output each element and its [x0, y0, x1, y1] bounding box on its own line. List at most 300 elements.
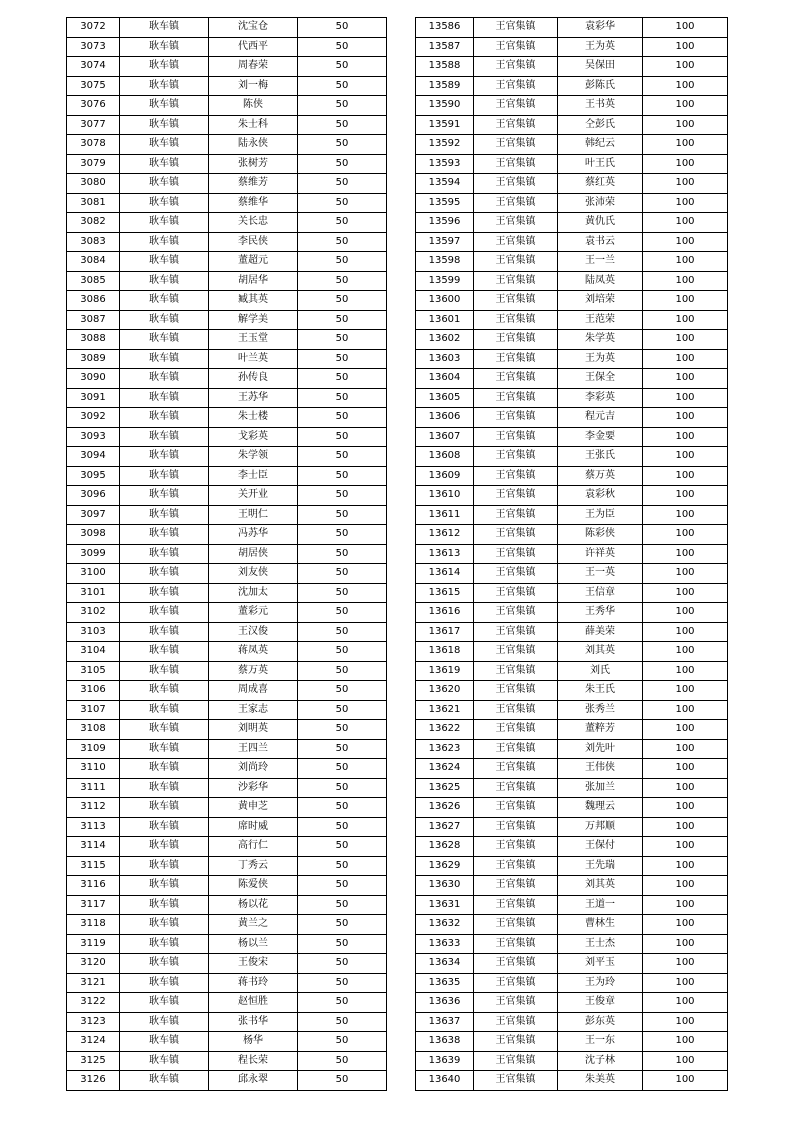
name-cell: 王一兰: [558, 252, 643, 272]
amount-cell: 100: [643, 525, 728, 545]
serial-cell: 13609: [416, 466, 474, 486]
amount-cell: 100: [643, 993, 728, 1013]
amount-cell: 100: [643, 18, 728, 38]
serial-cell: 13635: [416, 973, 474, 993]
name-cell: 赵恒胜: [209, 993, 298, 1013]
amount-cell: 50: [298, 486, 387, 506]
amount-cell: 50: [298, 973, 387, 993]
table-row: [416, 798, 728, 818]
table-row: [67, 271, 387, 291]
town-cell: 耿车镇: [120, 876, 209, 896]
table-row: [67, 954, 387, 974]
name-cell: 黄兰之: [209, 915, 298, 935]
serial-cell: 13636: [416, 993, 474, 1013]
table-row: [67, 525, 387, 545]
serial-cell: 3112: [67, 798, 120, 818]
amount-cell: 100: [643, 544, 728, 564]
town-cell: 王官集镇: [474, 486, 558, 506]
amount-cell: 100: [643, 739, 728, 759]
serial-cell: 13621: [416, 700, 474, 720]
serial-cell: 3073: [67, 37, 120, 57]
serial-cell: 13593: [416, 154, 474, 174]
serial-cell: 13608: [416, 447, 474, 467]
table-row: [67, 291, 387, 311]
table-row: [416, 1032, 728, 1052]
name-cell: 张书华: [209, 1012, 298, 1032]
serial-cell: 13612: [416, 525, 474, 545]
amount-cell: 100: [643, 37, 728, 57]
amount-cell: 100: [643, 466, 728, 486]
amount-cell: 100: [643, 622, 728, 642]
name-cell: 周春荣: [209, 57, 298, 77]
town-cell: 耿车镇: [120, 369, 209, 389]
table-row: [67, 681, 387, 701]
amount-cell: 100: [643, 349, 728, 369]
name-cell: 王为英: [558, 349, 643, 369]
name-cell: 张沛荣: [558, 193, 643, 213]
name-cell: 蔡万英: [558, 466, 643, 486]
amount-cell: 50: [298, 622, 387, 642]
table-row: [67, 993, 387, 1013]
table-row: [416, 915, 728, 935]
serial-cell: 3075: [67, 76, 120, 96]
serial-cell: 3123: [67, 1012, 120, 1032]
table-row: [416, 642, 728, 662]
serial-cell: 13626: [416, 798, 474, 818]
name-cell: 蔡万英: [209, 661, 298, 681]
town-cell: 耿车镇: [120, 76, 209, 96]
name-cell: 沈子林: [558, 1051, 643, 1071]
name-cell: 刘一梅: [209, 76, 298, 96]
name-cell: 王伟侠: [558, 759, 643, 779]
town-cell: 王官集镇: [474, 408, 558, 428]
name-cell: 董粹芳: [558, 720, 643, 740]
town-cell: 耿车镇: [120, 544, 209, 564]
name-cell: 魏理云: [558, 798, 643, 818]
table-row: [67, 115, 387, 135]
town-cell: 耿车镇: [120, 486, 209, 506]
town-cell: 王官集镇: [474, 525, 558, 545]
amount-cell: 50: [298, 232, 387, 252]
serial-cell: 13629: [416, 856, 474, 876]
serial-cell: 3098: [67, 525, 120, 545]
amount-cell: 50: [298, 57, 387, 77]
amount-cell: 100: [643, 817, 728, 837]
serial-cell: 13617: [416, 622, 474, 642]
name-cell: 丁秀云: [209, 856, 298, 876]
amount-cell: 100: [643, 96, 728, 116]
town-cell: 耿车镇: [120, 817, 209, 837]
name-cell: 李士臣: [209, 466, 298, 486]
amount-cell: 50: [298, 1012, 387, 1032]
serial-cell: 3079: [67, 154, 120, 174]
town-cell: 王官集镇: [474, 96, 558, 116]
amount-cell: 50: [298, 115, 387, 135]
name-cell: 陆凤英: [558, 271, 643, 291]
serial-cell: 13628: [416, 837, 474, 857]
town-cell: 耿车镇: [120, 193, 209, 213]
amount-cell: 100: [643, 1051, 728, 1071]
table-row: [67, 388, 387, 408]
amount-cell: 100: [643, 895, 728, 915]
amount-cell: 100: [643, 154, 728, 174]
serial-cell: 3080: [67, 174, 120, 194]
town-cell: 耿车镇: [120, 1051, 209, 1071]
table-row: [67, 661, 387, 681]
name-cell: 袁彩华: [558, 18, 643, 38]
name-cell: 王范荣: [558, 310, 643, 330]
town-cell: 耿车镇: [120, 174, 209, 194]
amount-cell: 50: [298, 193, 387, 213]
town-cell: 王官集镇: [474, 915, 558, 935]
serial-cell: 3110: [67, 759, 120, 779]
name-cell: 陈侠: [209, 96, 298, 116]
town-cell: 王官集镇: [474, 661, 558, 681]
amount-cell: 50: [298, 720, 387, 740]
serial-cell: 13620: [416, 681, 474, 701]
name-cell: 张加兰: [558, 778, 643, 798]
amount-cell: 100: [643, 388, 728, 408]
table-row: [67, 135, 387, 155]
amount-cell: 100: [643, 642, 728, 662]
table-row: [67, 193, 387, 213]
town-cell: 王官集镇: [474, 973, 558, 993]
name-cell: 万邦顺: [558, 817, 643, 837]
amount-cell: 50: [298, 603, 387, 623]
name-cell: 朱士楼: [209, 408, 298, 428]
amount-cell: 50: [298, 174, 387, 194]
town-cell: 耿车镇: [120, 934, 209, 954]
name-cell: 沈加太: [209, 583, 298, 603]
town-cell: 王官集镇: [474, 876, 558, 896]
serial-cell: 3114: [67, 837, 120, 857]
town-cell: 王官集镇: [474, 954, 558, 974]
serial-cell: 13610: [416, 486, 474, 506]
serial-cell: 13588: [416, 57, 474, 77]
table-row: [416, 603, 728, 623]
serial-cell: 13614: [416, 564, 474, 584]
serial-cell: 3109: [67, 739, 120, 759]
table-row: [416, 895, 728, 915]
name-cell: 王明仁: [209, 505, 298, 525]
amount-cell: 50: [298, 388, 387, 408]
serial-cell: 13595: [416, 193, 474, 213]
serial-cell: 13633: [416, 934, 474, 954]
table-row: [416, 583, 728, 603]
serial-cell: 3091: [67, 388, 120, 408]
amount-cell: 50: [298, 291, 387, 311]
name-cell: 王家志: [209, 700, 298, 720]
town-cell: 耿车镇: [120, 213, 209, 233]
amount-cell: 50: [298, 993, 387, 1013]
table-row: [67, 603, 387, 623]
serial-cell: 13597: [416, 232, 474, 252]
table-row: [416, 505, 728, 525]
serial-cell: 13616: [416, 603, 474, 623]
serial-cell: 3102: [67, 603, 120, 623]
name-cell: 仝彭氏: [558, 115, 643, 135]
name-cell: 刘明英: [209, 720, 298, 740]
amount-cell: 50: [298, 135, 387, 155]
town-cell: 耿车镇: [120, 856, 209, 876]
name-cell: 黄仇氏: [558, 213, 643, 233]
table-row: [416, 447, 728, 467]
town-cell: 耿车镇: [120, 57, 209, 77]
town-cell: 王官集镇: [474, 135, 558, 155]
amount-cell: 100: [643, 76, 728, 96]
name-cell: 叶兰英: [209, 349, 298, 369]
name-cell: 刘培荣: [558, 291, 643, 311]
table-row: [67, 369, 387, 389]
name-cell: 朱学英: [558, 330, 643, 350]
town-cell: 王官集镇: [474, 1071, 558, 1091]
name-cell: 冯苏华: [209, 525, 298, 545]
amount-cell: 50: [298, 700, 387, 720]
name-cell: 刘其英: [558, 876, 643, 896]
amount-cell: 50: [298, 856, 387, 876]
amount-cell: 100: [643, 310, 728, 330]
name-cell: 王一东: [558, 1032, 643, 1052]
table-row: [416, 232, 728, 252]
left-table: [66, 17, 387, 1091]
name-cell: 王书英: [558, 96, 643, 116]
name-cell: 邱永翠: [209, 1071, 298, 1091]
table-row: [67, 856, 387, 876]
town-cell: 王官集镇: [474, 447, 558, 467]
amount-cell: 100: [643, 778, 728, 798]
town-cell: 王官集镇: [474, 291, 558, 311]
serial-cell: 13618: [416, 642, 474, 662]
serial-cell: 3122: [67, 993, 120, 1013]
name-cell: 关开业: [209, 486, 298, 506]
right-table-body: [416, 18, 728, 1091]
name-cell: 蔡维芳: [209, 174, 298, 194]
name-cell: 彭东英: [558, 1012, 643, 1032]
amount-cell: 100: [643, 681, 728, 701]
name-cell: 陆永侠: [209, 135, 298, 155]
name-cell: 高行仁: [209, 837, 298, 857]
name-cell: 王为英: [558, 37, 643, 57]
name-cell: 李金要: [558, 427, 643, 447]
table-row: [67, 876, 387, 896]
town-cell: 王官集镇: [474, 1032, 558, 1052]
name-cell: 刘尚玲: [209, 759, 298, 779]
serial-cell: 3097: [67, 505, 120, 525]
name-cell: 袁书云: [558, 232, 643, 252]
amount-cell: 100: [643, 174, 728, 194]
serial-cell: 13603: [416, 349, 474, 369]
amount-cell: 50: [298, 934, 387, 954]
table-row: [416, 544, 728, 564]
amount-cell: 100: [643, 798, 728, 818]
table-row: [67, 486, 387, 506]
table-row: [67, 408, 387, 428]
table-row: [416, 622, 728, 642]
amount-cell: 100: [643, 759, 728, 779]
town-cell: 王官集镇: [474, 330, 558, 350]
name-cell: 王先瑞: [558, 856, 643, 876]
town-cell: 耿车镇: [120, 954, 209, 974]
town-cell: 王官集镇: [474, 895, 558, 915]
town-cell: 王官集镇: [474, 369, 558, 389]
town-cell: 王官集镇: [474, 466, 558, 486]
amount-cell: 100: [643, 369, 728, 389]
serial-cell: 13604: [416, 369, 474, 389]
name-cell: 王一英: [558, 564, 643, 584]
name-cell: 董彩元: [209, 603, 298, 623]
serial-cell: 13631: [416, 895, 474, 915]
table-row: [67, 934, 387, 954]
table-row: [67, 700, 387, 720]
amount-cell: 100: [643, 57, 728, 77]
serial-cell: 13637: [416, 1012, 474, 1032]
serial-cell: 13606: [416, 408, 474, 428]
table-row: [416, 564, 728, 584]
name-cell: 沈宝仓: [209, 18, 298, 38]
table-row: [67, 18, 387, 38]
amount-cell: 100: [643, 408, 728, 428]
name-cell: 薛美荣: [558, 622, 643, 642]
table-row: [416, 76, 728, 96]
name-cell: 周成喜: [209, 681, 298, 701]
serial-cell: 3107: [67, 700, 120, 720]
table-row: [67, 817, 387, 837]
table-row: [67, 154, 387, 174]
table-row: [67, 720, 387, 740]
town-cell: 王官集镇: [474, 544, 558, 564]
town-cell: 王官集镇: [474, 934, 558, 954]
table-row: [416, 252, 728, 272]
amount-cell: 50: [298, 661, 387, 681]
table-row: [416, 37, 728, 57]
table-row: [67, 427, 387, 447]
table-row: [416, 993, 728, 1013]
serial-cell: 3088: [67, 330, 120, 350]
amount-cell: 50: [298, 1071, 387, 1091]
serial-cell: 13587: [416, 37, 474, 57]
serial-cell: 13639: [416, 1051, 474, 1071]
serial-cell: 13619: [416, 661, 474, 681]
serial-cell: 3100: [67, 564, 120, 584]
serial-cell: 3120: [67, 954, 120, 974]
name-cell: 臧其英: [209, 291, 298, 311]
table-row: [416, 1012, 728, 1032]
serial-cell: 13624: [416, 759, 474, 779]
town-cell: 耿车镇: [120, 973, 209, 993]
serial-cell: 3092: [67, 408, 120, 428]
name-cell: 陈彩侠: [558, 525, 643, 545]
town-cell: 王官集镇: [474, 564, 558, 584]
name-cell: 刘平玉: [558, 954, 643, 974]
town-cell: 王官集镇: [474, 1051, 558, 1071]
serial-cell: 13589: [416, 76, 474, 96]
amount-cell: 100: [643, 973, 728, 993]
name-cell: 朱学领: [209, 447, 298, 467]
table-row: [67, 564, 387, 584]
town-cell: 王官集镇: [474, 154, 558, 174]
name-cell: 曹林生: [558, 915, 643, 935]
amount-cell: 50: [298, 895, 387, 915]
serial-cell: 13607: [416, 427, 474, 447]
name-cell: 朱王氏: [558, 681, 643, 701]
amount-cell: 50: [298, 213, 387, 233]
amount-cell: 50: [298, 349, 387, 369]
table-row: [416, 291, 728, 311]
town-cell: 王官集镇: [474, 856, 558, 876]
town-cell: 耿车镇: [120, 271, 209, 291]
town-cell: 王官集镇: [474, 252, 558, 272]
amount-cell: 50: [298, 427, 387, 447]
town-cell: 王官集镇: [474, 739, 558, 759]
table-row: [416, 954, 728, 974]
table-row: [416, 876, 728, 896]
name-cell: 刘先叶: [558, 739, 643, 759]
serial-cell: 3093: [67, 427, 120, 447]
serial-cell: 3074: [67, 57, 120, 77]
amount-cell: 50: [298, 37, 387, 57]
amount-cell: 50: [298, 447, 387, 467]
serial-cell: 13638: [416, 1032, 474, 1052]
amount-cell: 100: [643, 1012, 728, 1032]
serial-cell: 3072: [67, 18, 120, 38]
table-row: [416, 310, 728, 330]
name-cell: 代西平: [209, 37, 298, 57]
table-row: [416, 525, 728, 545]
amount-cell: 50: [298, 369, 387, 389]
town-cell: 耿车镇: [120, 642, 209, 662]
table-row: [67, 798, 387, 818]
name-cell: 王为玲: [558, 973, 643, 993]
town-cell: 王官集镇: [474, 505, 558, 525]
name-cell: 黄申芝: [209, 798, 298, 818]
table-row: [416, 973, 728, 993]
table-row: [67, 349, 387, 369]
table-row: [67, 973, 387, 993]
amount-cell: 50: [298, 583, 387, 603]
town-cell: 王官集镇: [474, 720, 558, 740]
name-cell: 胡居侠: [209, 544, 298, 564]
table-row: [416, 154, 728, 174]
table-row: [67, 895, 387, 915]
town-cell: 王官集镇: [474, 232, 558, 252]
amount-cell: 100: [643, 837, 728, 857]
table-row: [416, 466, 728, 486]
name-cell: 王秀华: [558, 603, 643, 623]
town-cell: 王官集镇: [474, 57, 558, 77]
town-cell: 耿车镇: [120, 798, 209, 818]
serial-cell: 3090: [67, 369, 120, 389]
town-cell: 耿车镇: [120, 993, 209, 1013]
name-cell: 王张氏: [558, 447, 643, 467]
table-row: [67, 466, 387, 486]
town-cell: 王官集镇: [474, 642, 558, 662]
amount-cell: 50: [298, 739, 387, 759]
serial-cell: 3083: [67, 232, 120, 252]
town-cell: 王官集镇: [474, 837, 558, 857]
serial-cell: 3089: [67, 349, 120, 369]
serial-cell: 13630: [416, 876, 474, 896]
town-cell: 耿车镇: [120, 427, 209, 447]
town-cell: 王官集镇: [474, 427, 558, 447]
name-cell: 李彩英: [558, 388, 643, 408]
amount-cell: 100: [643, 876, 728, 896]
town-cell: 耿车镇: [120, 388, 209, 408]
name-cell: 朱士科: [209, 115, 298, 135]
amount-cell: 50: [298, 408, 387, 428]
amount-cell: 100: [643, 330, 728, 350]
serial-cell: 13605: [416, 388, 474, 408]
serial-cell: 3081: [67, 193, 120, 213]
